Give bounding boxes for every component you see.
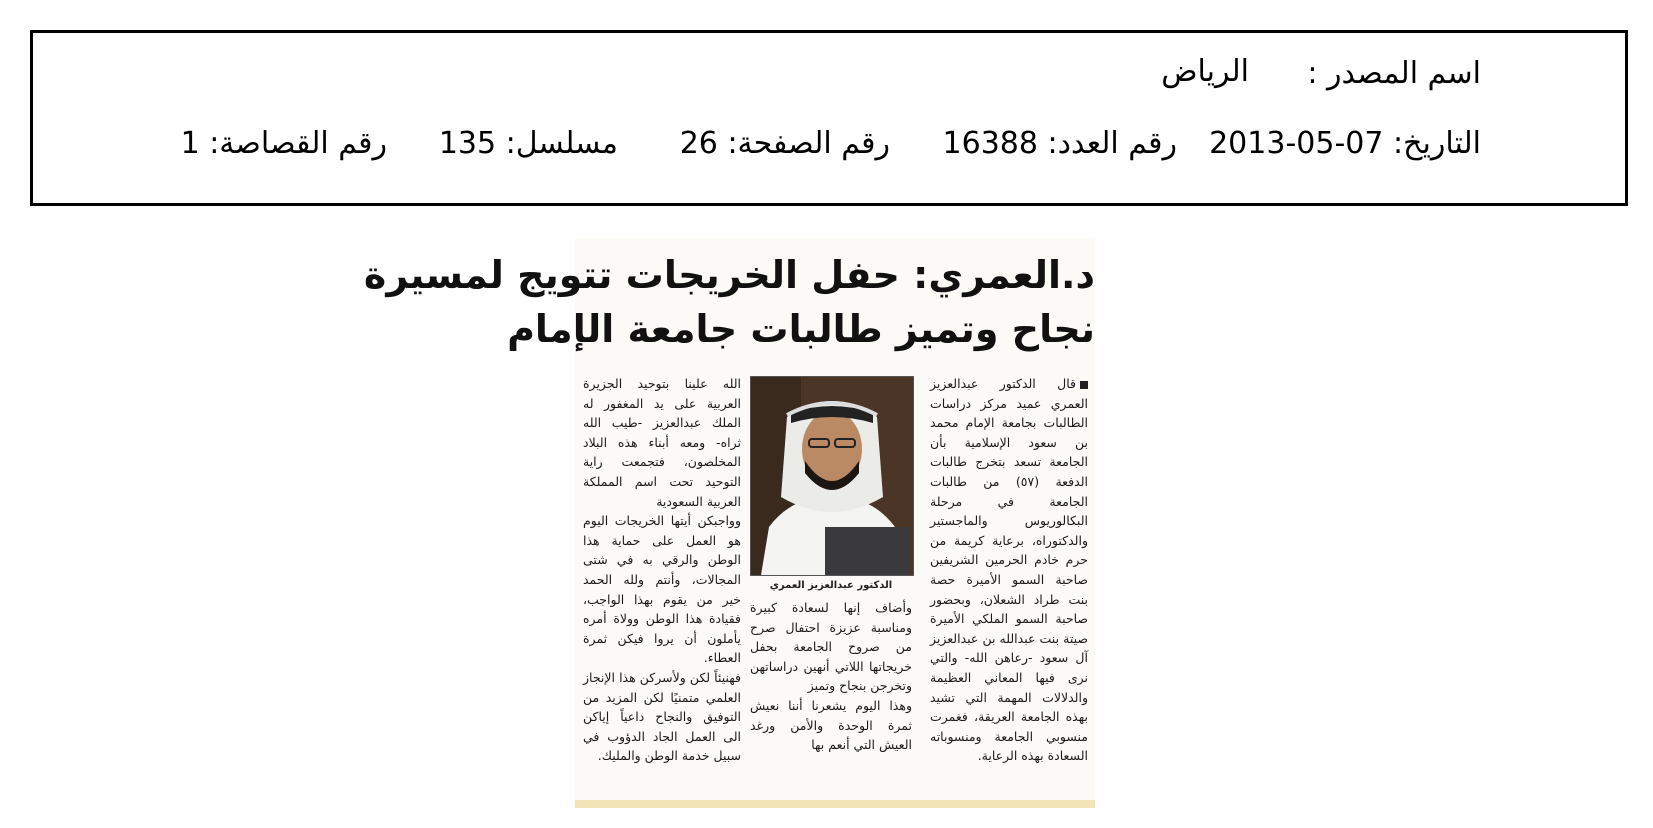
serial-number-field: مسلسل: 135	[438, 126, 618, 161]
page-number-field: رقم الصفحة: 26	[679, 126, 890, 161]
source-label: اسم المصدر :	[1307, 56, 1481, 91]
column-middle-paragraph-1: وأضاف إنها لسعادة كبيرة ومناسبة عزيزة احتفال صرح من صروح الجامعة بحفل خريجاتها اللاتي أنهين دراساتهن وتخرجن بنجاح وتميز	[750, 600, 912, 694]
column-left-paragraph-3: فهنيئاً لكن ولأسركن هذا الإنجاز العلمي متمنيًا لكن المزيد من التوفيق والنجاح داعياً إياكن الى العمل الجاد الدؤوب في سبيل خدمة الوطن والمليك.	[583, 669, 741, 764]
source-info-box	[30, 30, 1628, 206]
article-column-right	[930, 374, 1088, 766]
bullet-icon	[1080, 381, 1088, 389]
column-left-paragraph-2: وواجبكن أيتها الخريجات اليوم هو العمل على حماية هذا الوطن والرقي به في شتى المجالات، وأنتم ولله الحمد خير من يقوم بهذا الواجب، فقيادة هذا الوطن وولاة أمره يأملون أن يروا فيكن ثمرة العطاء.	[583, 513, 741, 666]
column-middle-paragraph-2: وهذا اليوم يشعرنا أننا نعيش ثمرة الوحدة والأمن ورغد العيش التي أنعم بها	[750, 697, 912, 753]
column-right-text: قال الدكتور عبدالعزيز العمري عميد مركز دراسات الطالبات بجامعة الإمام محمد بن سعود الإسلامية بأن الجامعة تسعد بتخرج طالبات الدفعة (٥٧) من طالبات الجامعة في مرحلة البكالوريوس والماجستير والدكتوراه، برعاية كريمة من حرم خادم الحرمين الشريفين صاحبة السمو الأميرة حصة بنت طراد الشعلان، وبحضور صاحبة السمو الملكي الأميرة صيتة بنت عبدالله بن عبدالعزيز آل سعود -رعاهن الله- والتي نرى فيها المعاني العظيمة والدلالات المهمة التي تشيد بهذه الجامعة العريقة، فغمرت منسوبي الجامعة ومنسوباته السعادة بهذه الرعاية.	[930, 376, 1089, 764]
source-value: الرياض	[1161, 54, 1249, 89]
author-photo	[750, 376, 914, 576]
issue-number-field: رقم العدد: 16388	[942, 126, 1177, 161]
portrait-image	[751, 377, 913, 575]
photo-caption: الدكتور عبدالعزيز العمري	[769, 580, 893, 591]
headline-line-1: د.العمري: حفل الخريجات تتويج لمسيرة	[363, 253, 1095, 297]
column-left-paragraph-1: الله علينا بتوحيد الجزيرة العربية على يد المغفور له الملك عبدالعزيز -طيب الله ثراه- ومعه أبناء هذه البلاد المخلصون، فتجمعت راية التوحيد تحت اسم المملكة العربية السعودية	[583, 376, 741, 509]
headline-line-2: نجاح وتميز طالبات جامعة الإمام	[507, 307, 1095, 351]
clip-number-field: رقم القصاصة: 1	[180, 126, 387, 161]
clipping-bottom-band	[575, 800, 1095, 808]
article-column-middle	[750, 598, 912, 755]
date-field: التاريخ: 07-05-2013	[1209, 126, 1481, 161]
article-column-left	[583, 374, 741, 766]
newspaper-clipping	[363, 238, 1095, 808]
